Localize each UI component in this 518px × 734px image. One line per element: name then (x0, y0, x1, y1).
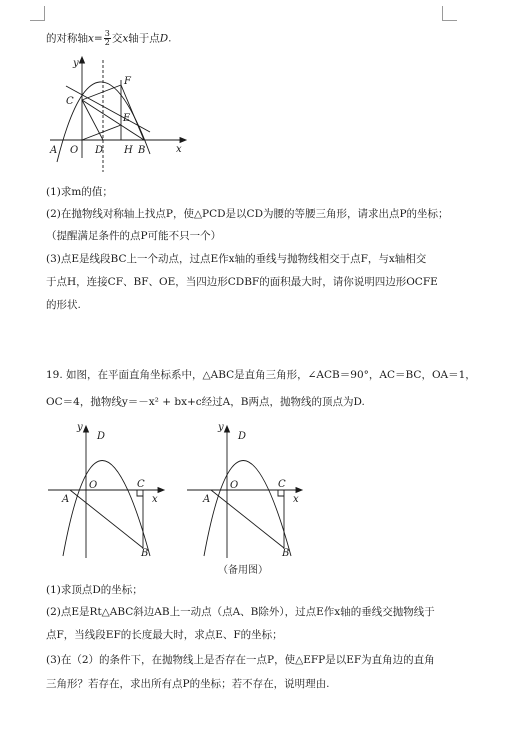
fig1-label-e: E (123, 113, 131, 124)
q19-part2-line2: 点F，当线段EF的长度最大时，求点E、F的坐标； (46, 629, 283, 641)
intro-text-b: 交 (111, 32, 123, 45)
fig3-label-d: D (238, 431, 247, 442)
fig1-label-b: B (138, 145, 146, 156)
intro-x2: x (122, 32, 129, 45)
q19-stem-line2: OC＝4，抛物线y＝－x² + bx+c经过A，B两点，抛物线的顶点为D. (46, 396, 365, 408)
intro-text-c: 轴于点 (128, 32, 160, 45)
intro-point-d: D (159, 32, 169, 45)
fig1-label-o: O (70, 145, 79, 156)
fig2-label-b: B (141, 548, 149, 559)
q19-part2-line1: (2)点E是Rt△ABC斜边AB上一动点（点A、B除外），过点E作x轴的垂线交抛物线于 (46, 606, 435, 618)
intro-x: x (88, 32, 94, 45)
fig2-label-x: x (152, 494, 158, 505)
fig2-label-c: C (137, 479, 145, 490)
q18-part2-hint: （提醒满足条件的点P可能不只一个） (46, 230, 222, 242)
fig1-label-a: A (50, 145, 58, 156)
intro-fraction-num: 3 (104, 29, 110, 38)
fig1-label-y: y (73, 58, 79, 69)
fig1-label-h: H (124, 145, 133, 156)
spare-figure-caption: （备用图） (218, 565, 268, 576)
fig1-label-f: F (124, 76, 131, 87)
fig3-right-angle (278, 490, 284, 496)
fig2-label-d: D (97, 431, 106, 442)
q18-part1: (1)求m的值； (46, 186, 113, 198)
q18-part2: (2)在抛物线对称轴上找点P，使△PCD是以CD为腰的等腰三角形，请求出点P的坐标； (46, 208, 449, 220)
fig3-parabola (204, 461, 291, 557)
q19-part1: (1)求顶点D的坐标； (46, 584, 143, 596)
q18-part3-line3: 的形状. (46, 299, 81, 311)
fig1-label-d: D (95, 145, 104, 156)
fig3-segment-ab (211, 490, 284, 548)
intro-text-a: 的对称轴 (46, 32, 88, 45)
fig3-label-b: B (282, 548, 290, 559)
fig1-label-c: C (66, 96, 74, 107)
fig3-label-a: A (203, 494, 211, 505)
fig3-y-arrow (225, 426, 230, 432)
intro-eq: = (93, 32, 103, 45)
fig1-label-x: x (176, 144, 182, 155)
q18-part3-line2: 于点H，连接CF、BF、OE，当四边形CDBF的面积最大时，请你说明四边形OCFE (46, 276, 438, 288)
fig2-label-y: y (77, 422, 83, 433)
intro-text-e: . (168, 32, 172, 45)
q18-part3-line1: (3)点E是线段BC上一个动点，过点E作x轴的垂线与抛物线相交于点F，与x轴相交 (46, 253, 427, 265)
fig2-label-a: A (62, 494, 70, 505)
fig3-label-y: y (218, 422, 224, 433)
q19-stem-line1: 19. 如图，在平面直角坐标系中，△ABC是直角三角形，∠ACB＝90°，AC＝BC，OA＝1， (46, 369, 476, 381)
fig3-x-arrow (296, 488, 302, 493)
q19-part3-line2: 三角形？若存在，求出所有点P的坐标；若不存在，说明理由. (46, 678, 330, 690)
fig3-label-c: C (278, 479, 286, 490)
intro-fraction-den: 2 (104, 38, 110, 47)
fig2-label-o: O (89, 480, 98, 491)
fig3-label-o: O (230, 480, 239, 491)
fig3-label-x: x (293, 494, 299, 505)
q19-part3-line1: (3)在（2）的条件下，在抛物线上是否存在一点P，使△EFP是以EF为直角边的直角 (46, 654, 435, 666)
